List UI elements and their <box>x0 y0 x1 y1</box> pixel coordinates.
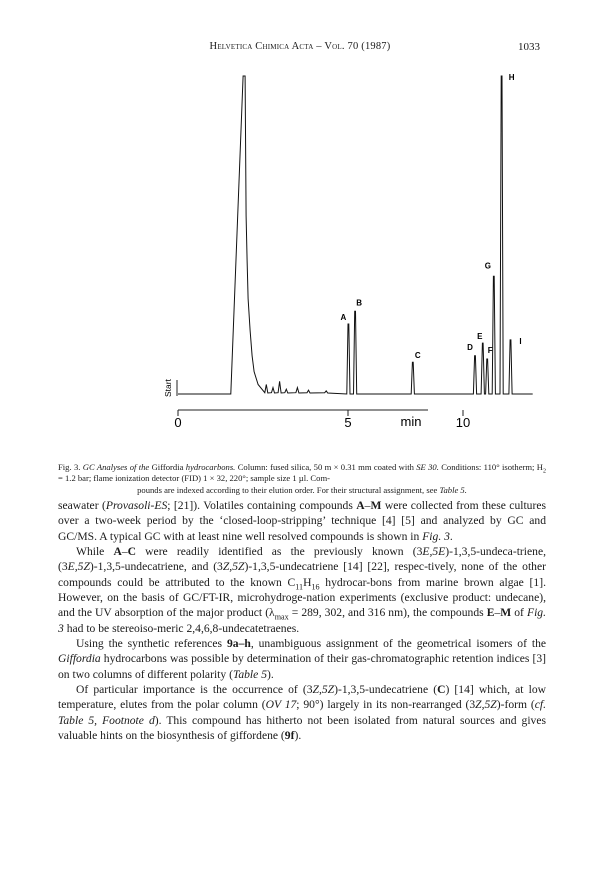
caption-title-3: hydrocarbons. <box>185 462 236 472</box>
text-run: Z,5Z <box>222 560 245 574</box>
text-run: hydrocarbons was possible by determination of their gas-chromatographic retention indices [3] on two columns of different polarity ( <box>58 652 546 681</box>
text-run: had to be stereoiso-meric 2,4,6,8-undecatetraenes. <box>63 621 300 635</box>
caption-title-2: Giffordia <box>151 462 184 472</box>
text-run: hydrocar-bons from marine brown algae [1]. However, on the basis of GC/FT-IR, microhydroge-nation experiments (exclusive product: undecane), and the UV absorption of the major product (λ <box>58 575 546 620</box>
text-run: – <box>494 606 501 620</box>
text-run: M <box>500 606 512 620</box>
text-run: 9f <box>284 729 295 743</box>
paragraph-4 <box>58 682 546 743</box>
text-run: were readily identified as the previously known (3 <box>136 545 423 559</box>
caption-text-3: = 1.2 bar; flame ionization detector (FID) 1 × 32, 220°; sample size 1 µl. Com- <box>58 473 331 484</box>
caption-se30: SE 30. <box>416 462 439 472</box>
text-run: Table 5 <box>232 667 267 681</box>
peak-label: A <box>340 313 347 323</box>
text-run: )-form ( <box>496 698 535 712</box>
text-run: 11 <box>295 582 304 592</box>
text-run: ) [14] which, at low temperature, elutes from the polar column ( <box>58 683 546 712</box>
start-label: Start <box>163 379 173 397</box>
figure-caption: Fig. 3. GC Analyses of the Giffordia hydrocarbons. Column: fused silica, 50 m × 0.31 mm coated with SE 30. Conditions: 110° isotherm; $H_2 = 1.2$ bar; flame ionization detector (FID) 1 × 32, 220°; sample size 1 µl. Com- pounds are indexed according to their elution order. For their structural assignment, see Table 5. <box>58 462 547 495</box>
text-run: OV 17 <box>265 698 297 712</box>
text-run: Fig. 3 <box>422 529 450 543</box>
peak-label: F <box>487 346 493 356</box>
text-run: = 289, 302, and 316 nm), the compounds <box>288 606 487 620</box>
text-run: Z,5Z <box>475 698 497 712</box>
text-run: While <box>76 545 114 559</box>
peak-label: D <box>467 342 473 352</box>
text-run: seawater ( <box>58 499 106 512</box>
text-run: A <box>356 499 365 512</box>
text-run: . <box>449 529 453 543</box>
text-run: – <box>364 499 371 512</box>
caption-text-1: Column: fused silica, 50 m × 0.31 mm coated with <box>237 462 414 472</box>
text-run: max <box>274 612 289 622</box>
caption-text-2: Conditions: 110° isotherm; H <box>441 462 543 472</box>
text-run: Provasoli-ES <box>105 499 168 512</box>
text-run: E,5Z <box>67 560 90 574</box>
paragraph-2 <box>58 544 546 636</box>
caption-fig: Fig. 3. <box>58 462 81 472</box>
text-run: ; 90°) largely in its non-rearranged (3 <box>296 698 476 712</box>
page-number: 1033 <box>518 41 540 53</box>
text-run: – <box>121 545 128 559</box>
text-run: )-1,3,5-undeca-triene, (3 <box>58 545 546 574</box>
text-run: )-1,3,5-undecatriene [14] [22], respec-tively, none of the other compounds could be attributed to the known C <box>58 560 546 589</box>
paragraph-3 <box>58 636 546 682</box>
x-tick-label: 0 <box>174 415 182 430</box>
text-run: E <box>486 606 495 620</box>
text-run: Fig. 3 <box>58 606 546 635</box>
peak-label: E <box>477 332 483 342</box>
text-run: C <box>437 683 446 697</box>
peak-label: G <box>484 261 491 271</box>
text-run: ). <box>267 667 274 681</box>
peak-label: H <box>508 73 515 82</box>
chromatogram-trace <box>178 76 533 394</box>
text-run: Giffordia <box>58 652 101 666</box>
body-text <box>58 498 546 744</box>
text-run: ; [21]). Volatiles containing compounds <box>167 499 357 512</box>
text-run: ). This compound has hitherto not been isolated from natural sources and gives valuable hints on the biosynthesis of giffordene ( <box>58 713 547 743</box>
text-run: E,5E <box>422 545 446 559</box>
x-tick-label: 5 <box>344 415 352 430</box>
paragraph-1 <box>58 498 546 544</box>
text-run: were collected from these cultures over a two-week period by the ‘closed-loop-stripping’ technique [4] [5] and analyzed by GC and GC/MS. A typical GC with at least nine well resolved compounds is shown in <box>58 499 547 543</box>
caption-table: Table 5. <box>439 484 467 495</box>
peak-label: B <box>356 298 362 308</box>
text-run: Z,5Z <box>312 683 335 697</box>
x-tick-label: 10 <box>455 415 471 430</box>
x-axis-unit: min <box>400 414 422 429</box>
journal-title: Helvetica Chimica Acta – Vol. 70 (1987) <box>209 41 391 52</box>
text-run: 9a–h <box>226 637 251 651</box>
text-run: ). <box>294 729 302 743</box>
text-run: A <box>113 545 122 559</box>
text-run: C <box>127 545 137 559</box>
peak-label: I <box>519 336 522 346</box>
text-run: of <box>511 606 527 620</box>
text-run: H <box>303 575 312 589</box>
text-run: Of particular importance is the occurrence of (3 <box>76 683 313 697</box>
text-run: , unambiguous assignment of the geometrical isomers of the <box>250 637 547 651</box>
peak-label: C <box>414 351 421 361</box>
text-run: 16 <box>311 582 320 592</box>
caption-title: GC Analyses of the <box>82 462 150 472</box>
text-run: Using the synthetic references <box>76 637 227 651</box>
caption-text-4: pounds are indexed according to their elution order. For their structural assignment, see <box>137 484 438 495</box>
text-run: M <box>370 499 382 512</box>
text-run: )-1,3,5-undecatriene ( <box>334 683 438 697</box>
text-run: cf. Table 5, Footnote d <box>58 698 546 727</box>
text-run: )-1,3,5-undecatriene, and (3 <box>89 560 223 574</box>
